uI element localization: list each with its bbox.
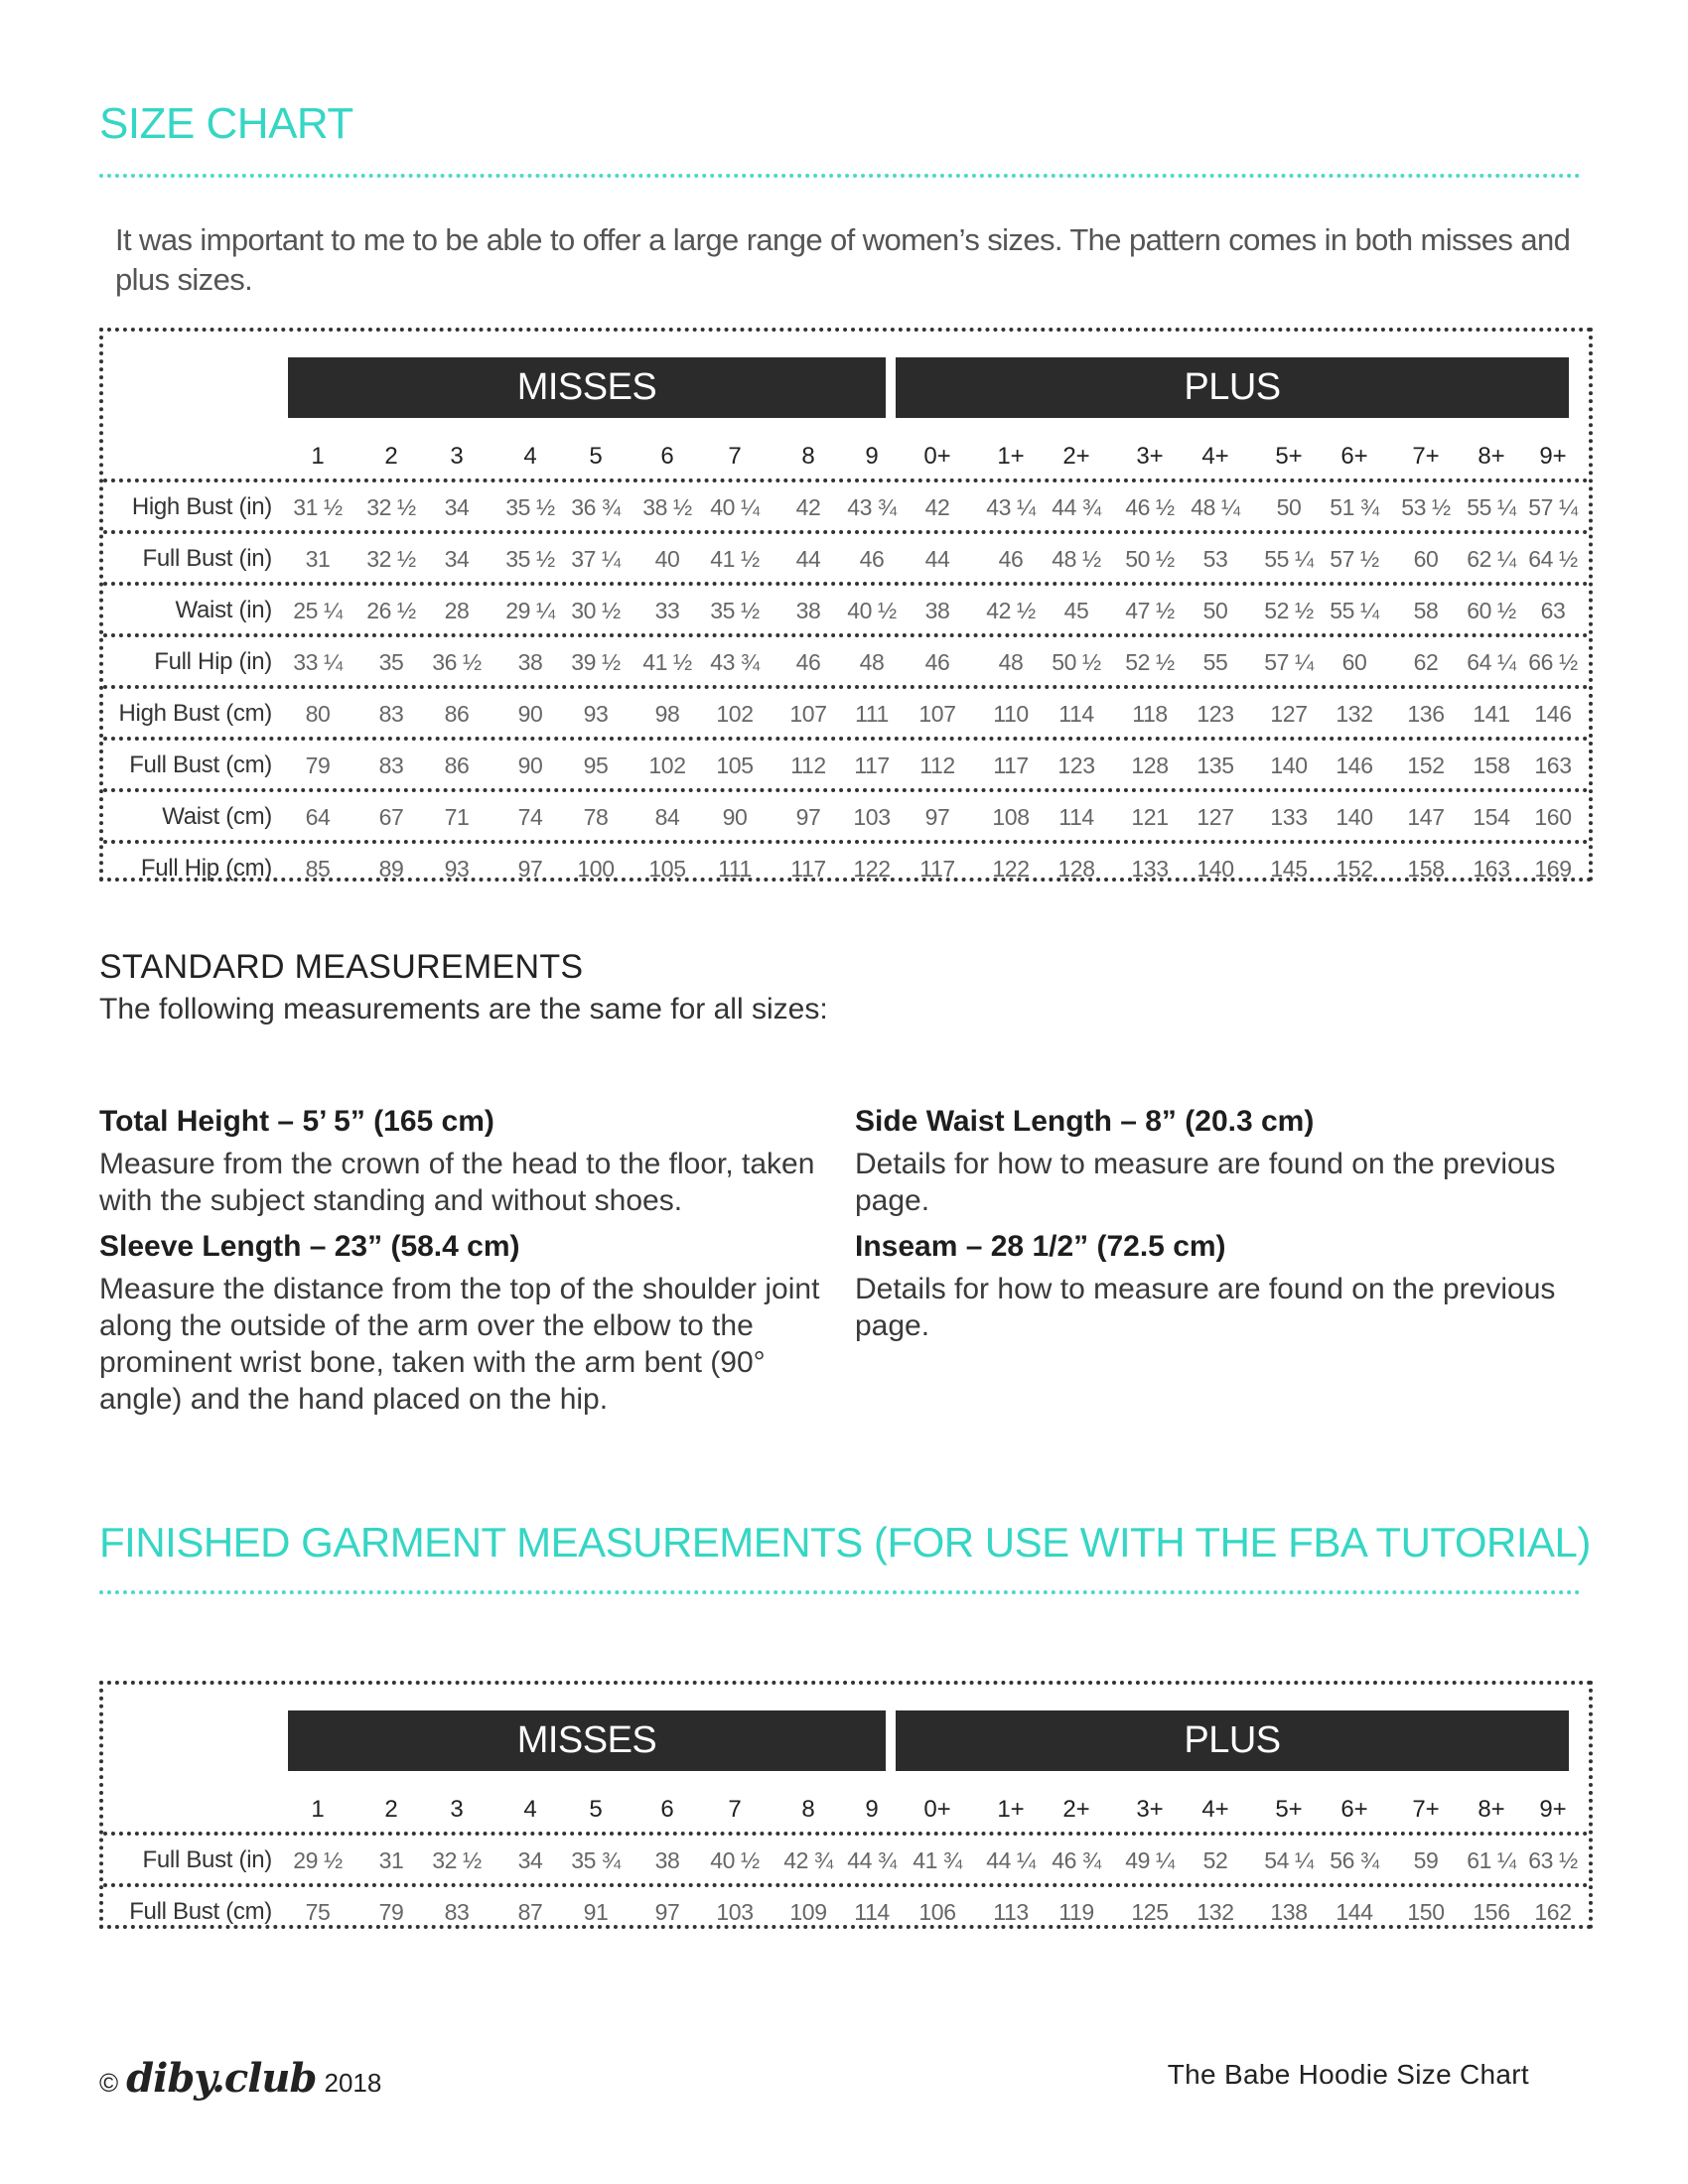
size-header-row [103, 431, 1589, 482]
footer-brand [99, 2055, 381, 2102]
table-cell: 123 [1057, 752, 1095, 778]
table-row [103, 1832, 1589, 1887]
table-cell: 63 [1540, 598, 1566, 623]
table-cell: 121 [1131, 804, 1169, 830]
table-cell: 57 ¼ [1264, 649, 1314, 675]
table-cell: 42 [924, 494, 950, 520]
measurements-left-column [99, 1102, 824, 1426]
size-label: 1+ [997, 443, 1025, 470]
diby-club-logo: diby.club [126, 2055, 317, 2102]
table-cell: 64 [305, 804, 331, 830]
table-cell: 158 [1473, 752, 1510, 778]
size-label: 5+ [1275, 1796, 1303, 1823]
table-cell: 84 [654, 804, 680, 830]
size-label: 2+ [1062, 443, 1090, 470]
table-cell: 93 [583, 701, 609, 727]
table-cell: 38 [654, 1847, 680, 1873]
table-cell: 31 [378, 1847, 404, 1873]
table-row [103, 582, 1589, 637]
table-row [103, 737, 1589, 792]
table-cell: 47 ½ [1125, 598, 1175, 623]
size-label: 3 [450, 1796, 464, 1823]
size-label: 9 [865, 443, 879, 470]
size-label: 3 [450, 443, 464, 470]
table-cell: 107 [918, 701, 956, 727]
table-row [103, 478, 1589, 534]
table-cell: 111 [718, 856, 752, 882]
table-cell: 62 ¼ [1467, 546, 1516, 572]
table-cell: 127 [1270, 701, 1308, 727]
table-cell: 138 [1270, 1899, 1308, 1925]
table-cell: 43 ¾ [847, 494, 897, 520]
table-cell: 133 [1270, 804, 1308, 830]
table-cell: 158 [1407, 856, 1445, 882]
table-cell: 46 [795, 649, 821, 675]
size-label: 0+ [923, 443, 951, 470]
table-cell: 32 ½ [366, 546, 416, 572]
table-cell: 103 [716, 1899, 754, 1925]
table-cell: 152 [1407, 752, 1445, 778]
table-cell: 160 [1534, 804, 1572, 830]
table-cell: 132 [1196, 1899, 1234, 1925]
table-cell: 52 ½ [1125, 649, 1175, 675]
measurement-description: Measure from the crown of the head to the floor, taken with the subject standing and without shoes. [99, 1148, 815, 1217]
table-row [103, 633, 1589, 689]
table-cell: 169 [1534, 856, 1572, 882]
copyright-symbol: © [99, 2068, 119, 2098]
table-cell: 45 [1063, 598, 1089, 623]
table-cell: 44 ¼ [986, 1847, 1036, 1873]
size-label: 7 [728, 443, 742, 470]
table-cell: 34 [444, 494, 470, 520]
table-cell: 50 [1276, 494, 1302, 520]
table-cell: 64 ½ [1528, 546, 1578, 572]
table-cell: 33 ¼ [293, 649, 343, 675]
table-cell: 113 [993, 1899, 1029, 1925]
misses-header: MISSES [288, 1710, 886, 1771]
table-cell: 89 [378, 856, 404, 882]
row-label: Full Bust (cm) [129, 1898, 272, 1925]
table-cell: 35 ½ [710, 598, 760, 623]
table-cell: 135 [1196, 752, 1234, 778]
table-cell: 140 [1336, 804, 1373, 830]
table-cell: 52 ½ [1264, 598, 1314, 623]
table-cell: 32 ½ [366, 494, 416, 520]
row-label: Waist (in) [175, 597, 272, 623]
table-cell: 146 [1534, 701, 1572, 727]
table-cell: 112 [919, 752, 955, 778]
table-cell: 127 [1196, 804, 1234, 830]
table-cell: 117 [790, 856, 826, 882]
table-cell: 128 [1131, 752, 1169, 778]
table-row [103, 788, 1589, 844]
table-cell: 57 ½ [1330, 546, 1379, 572]
table-cell: 102 [716, 701, 754, 727]
table-cell: 154 [1473, 804, 1510, 830]
table-cell: 136 [1407, 701, 1445, 727]
size-label: 1+ [997, 1796, 1025, 1823]
table-cell: 86 [444, 701, 470, 727]
table-row [103, 530, 1589, 586]
measurement-description: Measure the distance from the top of the shoulder joint along the outside of the arm over the elbow to the prominent wrist bone, taken with the arm bent (90° angle) and the hand placed on the hip. [99, 1273, 820, 1416]
measurement-title: Total Height – 5’ 5” (165 cm) [99, 1105, 494, 1138]
size-label: 6 [660, 443, 674, 470]
table-cell: 86 [444, 752, 470, 778]
row-label: Full Bust (cm) [129, 751, 272, 778]
measurement-title: Inseam – 28 1/2” (72.5 cm) [855, 1230, 1226, 1263]
size-label: 8 [801, 1796, 815, 1823]
size-label: 7+ [1412, 1796, 1440, 1823]
table-cell: 60 ½ [1467, 598, 1516, 623]
table-cell: 114 [854, 1899, 890, 1925]
table-cell: 38 ½ [642, 494, 692, 520]
table-cell: 108 [992, 804, 1030, 830]
size-label: 2 [384, 443, 398, 470]
table-cell: 44 [795, 546, 821, 572]
table-cell: 62 [1413, 649, 1439, 675]
table-cell: 103 [853, 804, 891, 830]
table-cell: 61 ¼ [1467, 1847, 1516, 1873]
table-cell: 46 [859, 546, 885, 572]
size-label: 2 [384, 1796, 398, 1823]
table-cell: 83 [378, 701, 404, 727]
table-cell: 122 [853, 856, 891, 882]
table-cell: 140 [1270, 752, 1308, 778]
table-cell: 55 [1202, 649, 1228, 675]
table-cell: 31 [305, 546, 331, 572]
size-label: 4 [523, 443, 537, 470]
table-cell: 35 [378, 649, 404, 675]
table-cell: 41 ¾ [913, 1847, 962, 1873]
size-label: 9+ [1539, 1796, 1567, 1823]
row-label: Waist (cm) [162, 803, 272, 830]
table-cell: 145 [1270, 856, 1308, 882]
table-cell: 117 [993, 752, 1029, 778]
table-cell: 105 [716, 752, 754, 778]
table-cell: 146 [1336, 752, 1373, 778]
size-label: 8 [801, 443, 815, 470]
table-cell: 97 [795, 804, 821, 830]
table-cell: 46 [924, 649, 950, 675]
table-cell: 128 [1057, 856, 1095, 882]
table-cell: 74 [517, 804, 543, 830]
table-cell: 90 [517, 752, 543, 778]
table-cell: 75 [305, 1899, 331, 1925]
table-cell: 100 [577, 856, 615, 882]
table-cell: 87 [517, 1899, 543, 1925]
plus-header: PLUS [896, 1710, 1569, 1771]
finished-garment-heading: FINISHED GARMENT MEASUREMENTS (FOR USE WITH THE FBA TUTORIAL) [99, 1519, 1591, 1566]
table-cell: 35 ¾ [571, 1847, 621, 1873]
table-cell: 34 [444, 546, 470, 572]
size-label: 1 [311, 443, 325, 470]
table-cell: 44 [924, 546, 950, 572]
misses-header: MISSES [288, 357, 886, 418]
size-label: 1 [311, 1796, 325, 1823]
table-cell: 162 [1534, 1899, 1572, 1925]
size-label: 7+ [1412, 443, 1440, 470]
finished-garment-table [99, 1681, 1593, 1929]
table-cell: 66 ½ [1528, 649, 1578, 675]
row-label: High Bust (cm) [118, 700, 272, 727]
measurement-title: Sleeve Length – 23” (58.4 cm) [99, 1230, 520, 1263]
table-cell: 31 ½ [293, 494, 343, 520]
table-cell: 38 [517, 649, 543, 675]
table-cell: 93 [444, 856, 470, 882]
table-cell: 60 [1341, 649, 1367, 675]
size-label: 9 [865, 1796, 879, 1823]
table-cell: 44 ¾ [1052, 494, 1101, 520]
size-label: 9+ [1539, 443, 1567, 470]
size-label: 2+ [1062, 1796, 1090, 1823]
table-cell: 34 [517, 1847, 543, 1873]
table-cell: 54 ¼ [1264, 1847, 1314, 1873]
table-cell: 40 ½ [847, 598, 897, 623]
table-cell: 46 ½ [1125, 494, 1175, 520]
table-cell: 144 [1336, 1899, 1373, 1925]
table-cell: 36 ½ [432, 649, 482, 675]
size-label: 5 [589, 443, 603, 470]
table-cell: 110 [993, 701, 1029, 727]
table-cell: 26 ½ [366, 598, 416, 623]
table-cell: 59 [1413, 1847, 1439, 1873]
measurement-description: Details for how to measure are found on the previous page. [855, 1148, 1556, 1217]
table-cell: 140 [1196, 856, 1234, 882]
table-cell: 39 ½ [571, 649, 621, 675]
table-cell: 64 ¼ [1467, 649, 1516, 675]
table-cell: 97 [517, 856, 543, 882]
table-cell: 163 [1534, 752, 1572, 778]
table-cell: 51 ¾ [1330, 494, 1379, 520]
table-cell: 50 [1202, 598, 1228, 623]
table-cell: 29 ¼ [505, 598, 555, 623]
table-cell: 44 ¾ [847, 1847, 897, 1873]
size-label: 4+ [1201, 1796, 1229, 1823]
table-cell: 123 [1196, 701, 1234, 727]
size-label: 6 [660, 1796, 674, 1823]
table-cell: 114 [1058, 701, 1094, 727]
size-label: 6+ [1340, 443, 1368, 470]
measurement-title: Side Waist Length – 8” (20.3 cm) [855, 1105, 1315, 1138]
table-cell: 41 ½ [642, 649, 692, 675]
table-cell: 35 ½ [505, 494, 555, 520]
table-cell: 35 ½ [505, 546, 555, 572]
table-cell: 48 ¼ [1191, 494, 1240, 520]
footer-document-title: The Babe Hoodie Size Chart [1167, 2059, 1529, 2090]
table-cell: 50 ½ [1125, 546, 1175, 572]
table-cell: 98 [654, 701, 680, 727]
table-cell: 83 [378, 752, 404, 778]
size-label: 8+ [1477, 443, 1505, 470]
table-cell: 67 [378, 804, 404, 830]
size-label: 0+ [923, 1796, 951, 1823]
table-cell: 55 ¼ [1264, 546, 1314, 572]
size-label: 8+ [1477, 1796, 1505, 1823]
table-cell: 42 [795, 494, 821, 520]
table-cell: 48 [998, 649, 1024, 675]
table-cell: 119 [1058, 1899, 1094, 1925]
table-cell: 90 [722, 804, 748, 830]
table-cell: 90 [517, 701, 543, 727]
table-cell: 50 ½ [1052, 649, 1101, 675]
table-cell: 53 [1202, 546, 1228, 572]
size-header-row [103, 1784, 1589, 1836]
table-cell: 56 ¾ [1330, 1847, 1379, 1873]
table-cell: 33 [654, 598, 680, 623]
size-label: 3+ [1136, 1796, 1164, 1823]
table-cell: 30 ½ [571, 598, 621, 623]
size-label: 4 [523, 1796, 537, 1823]
measurements-right-column [855, 1102, 1580, 1352]
table-cell: 37 ¼ [571, 546, 621, 572]
table-cell: 46 ¾ [1052, 1847, 1101, 1873]
table-row [103, 840, 1589, 895]
table-cell: 163 [1473, 856, 1510, 882]
table-cell: 29 ½ [293, 1847, 343, 1873]
table-cell: 105 [648, 856, 686, 882]
table-cell: 46 [998, 546, 1024, 572]
table-cell: 58 [1413, 598, 1439, 623]
row-label: Full Hip (in) [154, 648, 272, 675]
plus-header: PLUS [896, 357, 1569, 418]
table-row [103, 685, 1589, 741]
table-cell: 118 [1132, 701, 1168, 727]
row-label: Full Bust (in) [142, 1846, 272, 1873]
table-cell: 141 [1473, 701, 1510, 727]
table-cell: 150 [1407, 1899, 1445, 1925]
table-cell: 133 [1131, 856, 1169, 882]
table-cell: 117 [919, 856, 955, 882]
table-cell: 60 [1413, 546, 1439, 572]
table-cell: 53 ½ [1401, 494, 1451, 520]
table-cell: 80 [305, 701, 331, 727]
table-cell: 97 [654, 1899, 680, 1925]
table-cell: 40 ½ [710, 1847, 760, 1873]
table-cell: 95 [583, 752, 609, 778]
size-label: 6+ [1340, 1796, 1368, 1823]
table-cell: 107 [789, 701, 827, 727]
table-cell: 32 ½ [432, 1847, 482, 1873]
table-cell: 156 [1473, 1899, 1510, 1925]
table-cell: 40 [654, 546, 680, 572]
table-cell: 55 ¼ [1467, 494, 1516, 520]
table-cell: 38 [795, 598, 821, 623]
table-cell: 85 [305, 856, 331, 882]
row-label: Full Bust (in) [142, 545, 272, 572]
standard-measurements-subtitle: The following measurements are the same for all sizes: [99, 993, 828, 1025]
table-cell: 49 ¼ [1125, 1847, 1175, 1873]
table-cell: 79 [378, 1899, 404, 1925]
table-cell: 63 ½ [1528, 1847, 1578, 1873]
table-cell: 43 ¾ [710, 649, 760, 675]
table-cell: 25 ¼ [293, 598, 343, 623]
table-cell: 122 [992, 856, 1030, 882]
table-cell: 78 [583, 804, 609, 830]
table-cell: 28 [444, 598, 470, 623]
table-cell: 52 [1202, 1847, 1228, 1873]
table-cell: 36 ¾ [571, 494, 621, 520]
table-cell: 125 [1131, 1899, 1169, 1925]
table-cell: 102 [648, 752, 686, 778]
table-cell: 147 [1407, 804, 1445, 830]
table-row [103, 1883, 1589, 1939]
table-cell: 117 [854, 752, 890, 778]
table-cell: 38 [924, 598, 950, 623]
table-cell: 83 [444, 1899, 470, 1925]
table-cell: 48 ½ [1052, 546, 1101, 572]
table-cell: 55 ¼ [1330, 598, 1379, 623]
size-chart-table [99, 328, 1593, 882]
finished-garment-divider [99, 1590, 1581, 1594]
size-label: 7 [728, 1796, 742, 1823]
size-label: 5 [589, 1796, 603, 1823]
size-chart-heading: SIZE CHART [99, 99, 353, 148]
size-chart-intro: It was important to me to be able to offer a large range of women’s sizes. The pattern comes in both misses and plus sizes. [115, 222, 1571, 297]
table-cell: 41 ½ [710, 546, 760, 572]
measurement-description: Details for how to measure are found on the previous page. [855, 1273, 1556, 1342]
row-label: High Bust (in) [131, 493, 272, 520]
table-cell: 48 [859, 649, 885, 675]
table-cell: 132 [1336, 701, 1373, 727]
table-cell: 43 ¼ [986, 494, 1036, 520]
table-cell: 111 [855, 701, 889, 727]
table-cell: 71 [444, 804, 470, 830]
table-cell: 114 [1058, 804, 1094, 830]
table-cell: 106 [918, 1899, 956, 1925]
size-label: 3+ [1136, 443, 1164, 470]
size-label: 4+ [1201, 443, 1229, 470]
table-cell: 112 [790, 752, 826, 778]
table-cell: 42 ½ [986, 598, 1036, 623]
table-cell: 109 [789, 1899, 827, 1925]
size-label: 5+ [1275, 443, 1303, 470]
size-chart-divider [99, 174, 1581, 178]
row-label: Full Hip (cm) [140, 855, 272, 882]
table-cell: 57 ¼ [1528, 494, 1578, 520]
table-cell: 152 [1336, 856, 1373, 882]
table-cell: 97 [924, 804, 950, 830]
table-cell: 40 ¼ [710, 494, 760, 520]
table-cell: 79 [305, 752, 331, 778]
table-cell: 42 ¾ [783, 1847, 833, 1873]
footer-year: 2018 [324, 2068, 382, 2098]
standard-measurements-title: STANDARD MEASUREMENTS [99, 948, 584, 986]
table-cell: 91 [583, 1899, 609, 1925]
